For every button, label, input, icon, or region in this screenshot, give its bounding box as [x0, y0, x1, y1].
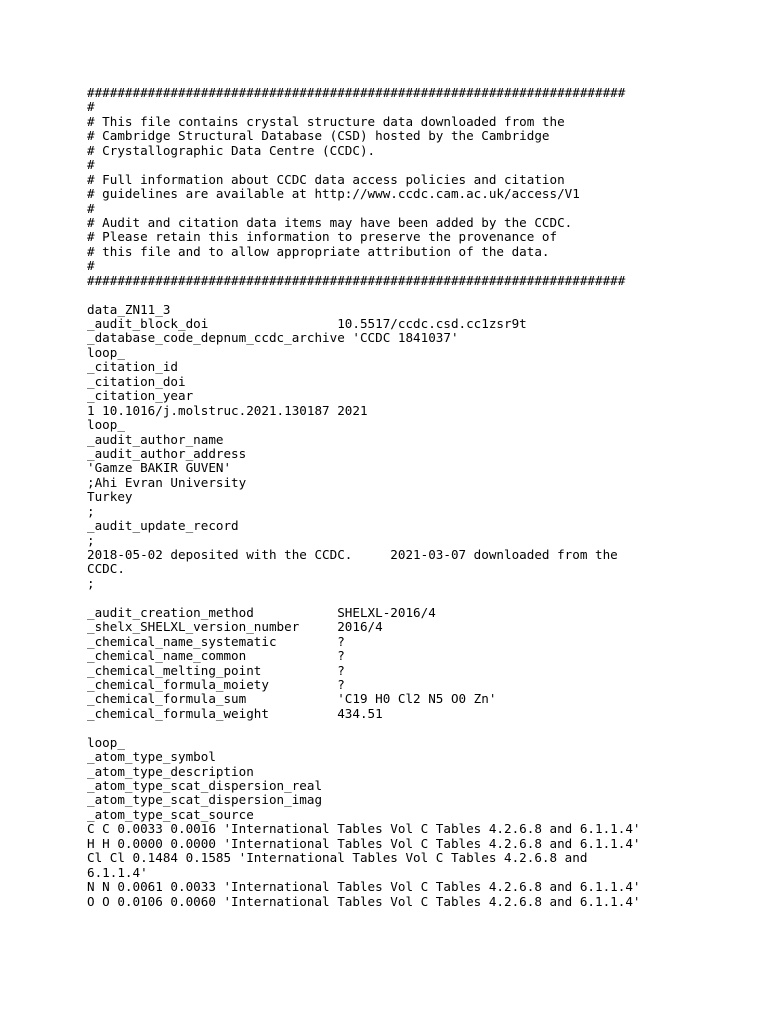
document-line: # guidelines are available at http://www.ccdc.cam.ac.uk/access/V1 [87, 186, 580, 202]
document-line: ; [87, 532, 95, 548]
document-line: _audit_update_record [87, 518, 239, 534]
document-line: # [87, 99, 95, 115]
document-line: C C 0.0033 0.0016 'International Tables Vol C Tables 4.2.6.8 and 6.1.1.4' [87, 821, 641, 837]
document-line: _audit_creation_method SHELXL-2016/4 [87, 604, 436, 620]
document-line: ; [87, 575, 95, 591]
document-line: 2018-05-02 deposited with the CCDC. 2021-03-07 downloaded from the [87, 547, 618, 562]
document-line [87, 721, 727, 735]
document-line: Cl Cl 0.1484 0.1585 'International Tables Vol C Tables 4.2.6.8 and [87, 850, 588, 866]
document-line: # [87, 258, 95, 274]
document-line: _atom_type_scat_dispersion_real [87, 778, 323, 793]
document-line: _audit_author_name [87, 431, 224, 447]
document-line: _citation_id [87, 359, 178, 375]
document-line: loop_ [87, 417, 125, 433]
document-line: 1 10.1016/j.molstruc.2021.130187 2021 [87, 402, 368, 418]
document-line: _audit_block_doi 10.5517/ccdc.csd.cc1zsr9t [87, 316, 527, 331]
document-line: O O 0.0106 0.0060 'International Tables Vol C Tables 4.2.6.8 and 6.1.1.4' [87, 893, 641, 909]
document-line: _shelx_SHELXL_version_number 2016/4 [87, 619, 383, 635]
document-line: ####################################################################### [87, 272, 626, 288]
document-line: _citation_year [87, 388, 194, 404]
document-line: _atom_type_scat_dispersion_imag [87, 792, 323, 808]
document-line: _chemical_formula_moiety ? [87, 676, 345, 692]
document-line: data_ZN11_3 [87, 301, 171, 317]
document-line: 'Gamze BAKIR GUVEN' [87, 460, 232, 476]
document-line: _atom_type_scat_source [87, 806, 254, 822]
document-line: _database_code_depnum_ccdc_archive 'CCDC 1841037' [87, 330, 459, 346]
document-line: loop_ [87, 734, 125, 750]
document-line: ####################################################################### [87, 85, 626, 100]
document-line [87, 591, 727, 605]
document-line: _atom_type_description [87, 763, 254, 779]
document-line: N N 0.0061 0.0033 'International Tables Vol C Tables 4.2.6.8 and 6.1.1.4' [87, 879, 641, 895]
document-line: # Cambridge Structural Database (CSD) hosted by the Cambridge [87, 128, 550, 144]
document-line: _chemical_formula_weight 434.51 [87, 705, 383, 721]
document-line: _chemical_formula_sum 'C19 H0 Cl2 N5 O0 Zn' [87, 691, 497, 707]
document-line: # Please retain this information to preserve the provenance of [87, 229, 558, 245]
cif-document-text [87, 86, 727, 909]
document-line: H H 0.0000 0.0000 'International Tables Vol C Tables 4.2.6.8 and 6.1.1.4' [87, 835, 641, 851]
document-line: _chemical_name_common ? [87, 648, 345, 664]
document-line: CCDC. [87, 561, 125, 577]
document-line: ; [87, 503, 95, 519]
document-line: ;Ahi Evran University [87, 474, 247, 490]
document-line: # This file contains crystal structure data downloaded from the [87, 113, 565, 129]
document-line: _audit_author_address [87, 445, 247, 461]
document-line: # Crystallographic Data Centre (CCDC). [87, 142, 376, 158]
document-line: _atom_type_symbol [87, 749, 216, 765]
document-line: Turkey [87, 489, 133, 505]
document-line: # this file and to allow appropriate attribution of the data. [87, 243, 550, 259]
document-line: _chemical_name_systematic ? [87, 633, 345, 649]
document-line: _citation_doi [87, 373, 186, 389]
document-line [87, 288, 727, 302]
document-line: # Full information about CCDC data access policies and citation [87, 171, 565, 187]
document-line: _chemical_melting_point ? [87, 662, 345, 678]
document-line: # Audit and citation data items may have been added by the CCDC. [87, 214, 573, 230]
document-line: # [87, 157, 95, 173]
document-line: # [87, 200, 95, 216]
document-line: loop_ [87, 344, 125, 360]
document-line: 6.1.1.4' [87, 864, 148, 880]
